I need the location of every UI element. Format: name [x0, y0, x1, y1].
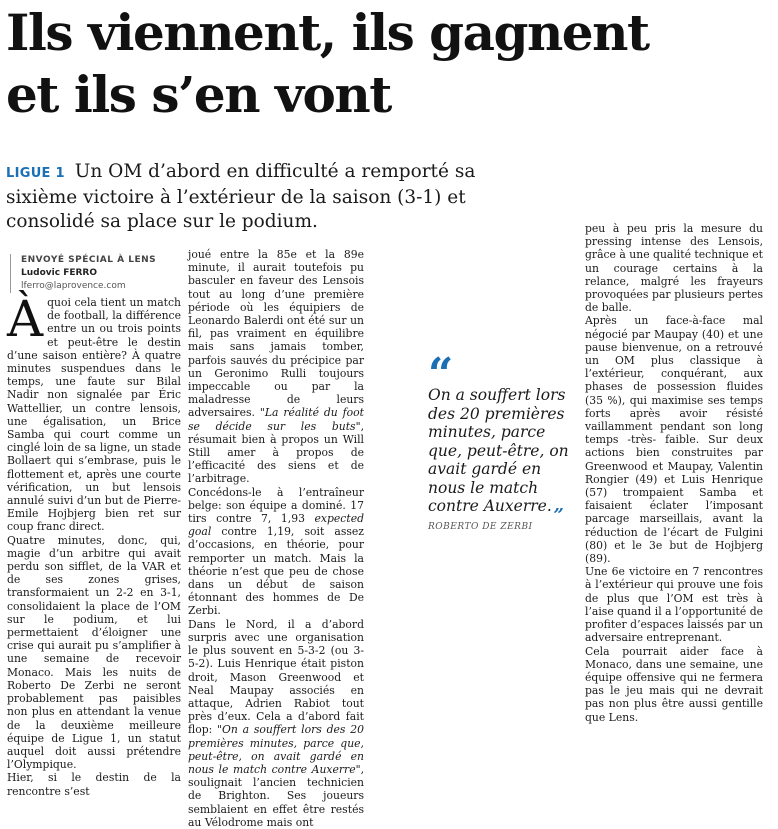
- open-quote-icon: “: [428, 349, 454, 400]
- article-column-3: [585, 222, 763, 724]
- rubric-label: LIGUE 1: [6, 166, 65, 181]
- paragraph: Hier, si le destin de la rencontre s’est: [7, 771, 181, 798]
- paragraph: Concédons-le à l’entraîneur belge: son équipe a dominé. 17 tirs contre 7, 1,93 expected goal contre 1,19, soit assez d’occasions, en théorie, pour remporter un match. Mais la théorie n’est que peu de chose dans un début de saison étonnant des hommes de De Zerbi.: [188, 485, 364, 618]
- pull-quote-attribution: ROBERTO DE ZERBI: [428, 521, 533, 532]
- paragraph: Àquoi cela tient un match de football, la différence entre un ou trois points et peut-être le destin d’une saison entière? À quatre minutes suspendues dans le temps, une faute sur Bilal Nadir non signalée par Éric Wattellier, un contre lensois, une égalisation, un Brice Samba qui court comme un cinglé loin de sa ligne, un stade Bollaert qui s’embrase, puis le flottement et, après une courte vérification, un but lensois annulé suivi d’un but de Pierre-Emile Hojbjerg bien ret sur coup franc direct.: [7, 290, 181, 534]
- byline: [10, 254, 191, 293]
- headline: [6, 2, 776, 126]
- byline-email[interactable]: lferro@laprovence.com: [21, 281, 126, 291]
- paragraph: Quatre minutes, donc, qui, magie d’un arbitre qui avait perdu son sifflet, de la VAR et de ses zones grises, transformaient un 2-2 en 3-1, consolidaient la place de l’OM sur le podium, et lui permettaient d’éloigner une crise qui aurait pu s’amplifier à une semaine de recevoir Monaco. Mais les nuits de Roberto De Zerbi ne seront probablement pas paisibles non plus en attendant la venue de la deuxième meilleure équipe de Ligue 1, un statut auquel doit aussi prétendre l’Olympique.: [7, 533, 181, 772]
- close-quote-icon: „: [553, 495, 565, 516]
- standfirst-text: Un OM d’abord en difficulté a remporté sa sixième victoire à l’extérieur de la saison (3-1) et consolidé sa place sur le podium.: [6, 161, 476, 232]
- drop-cap: À: [7, 290, 44, 348]
- standfirst: [6, 160, 476, 234]
- pull-quote: [428, 349, 576, 532]
- paragraph: joué entre la 85e et la 89e minute, il aurait toutefois pu basculer en faveur des Lensois tout au long d’une première période où les équipiers de Leonardo Balerdi ont été sur un fil, pas vraiment en équilibre mais sans jamais tomber, parfois sauvés du précipice par un Geronimo Rulli toujours impeccable ou par la maladresse de leurs adversaires. "La réalité du foot se décide sur les buts", résumait bien à propos un Will Still amer à propos de l’efficacité des siens et de l’arbitrage.: [188, 248, 364, 486]
- headline-line-1: Ils viennent, ils gagnent: [6, 3, 649, 62]
- byline-author: Ludovic FERRO: [21, 268, 97, 278]
- paragraph: Cela pourrait aider face à Monaco, dans une semaine, une équipe offensive qui ne fermera pas le jeu mais qui ne devrait pas non plus être aussi gentille que Lens.: [585, 644, 763, 724]
- pull-quote-text: On a souffert lors des 20 premières minutes, parce que, peut-être, on avait gardé en nous le match contre Auxerre. „: [428, 386, 569, 516]
- article-column-2: [188, 248, 364, 829]
- paragraph: Une 6e victoire en 7 rencontres à l’extérieur qui prouve une fois de plus que l’OM est très à l’aise quand il a l’opportunité de profiter d’espaces laissés par un adversaire entreprenant.: [585, 565, 763, 645]
- paragraph: peu à peu pris la mesure du pressing intense des Lensois, grâce à une qualité technique et un courage certains à la relance, malgré les frayeurs provoquées par plusieurs pertes de balle.: [585, 222, 763, 315]
- headline-line-2: et ils s’en vont: [6, 65, 391, 124]
- article-column-1: [7, 290, 181, 798]
- paragraph: Après un face-à-face mal négocié par Maupay (40) et une pause bienvenue, on a retrouvé un OM plus classique à l’extérieur, conquérant, aux phases de possession fluides (35 %), qui maximise ses temps forts après avoir résisté vaillamment pendant son long temps -très- faible. Sur deux actions bien construites par Greenwood et Maupay, Valentin Rongier (49) et Luis Henrique (57) trompaient Samba et faisaient éclater l’imposant parcage marseillais, avant la réduction de l’écart de Fulgini (80) et le 3e but de Hojbjerg (89).: [585, 314, 763, 566]
- byline-label: ENVOYÉ SPÉCIAL À LENS: [21, 255, 157, 265]
- paragraph: Dans le Nord, il a d’abord surpris avec une organisation le plus souvent en 5-3-2 (ou 3-5-2). Luis Henrique était piston droit, Mason Greenwood et Neal Maupay associés en attaque, Adrien Rabiot tout près d’eux. Cela a d’abord fait flop: "On a souffert lors des 20 premières minutes, parce que, peut-être, on avait gardé en nous le match contre Auxerre", soulignait l’ancien technicien de Brighton. Ses joueurs semblaient en effet être restés au Vélodrome mais ont: [188, 617, 364, 829]
